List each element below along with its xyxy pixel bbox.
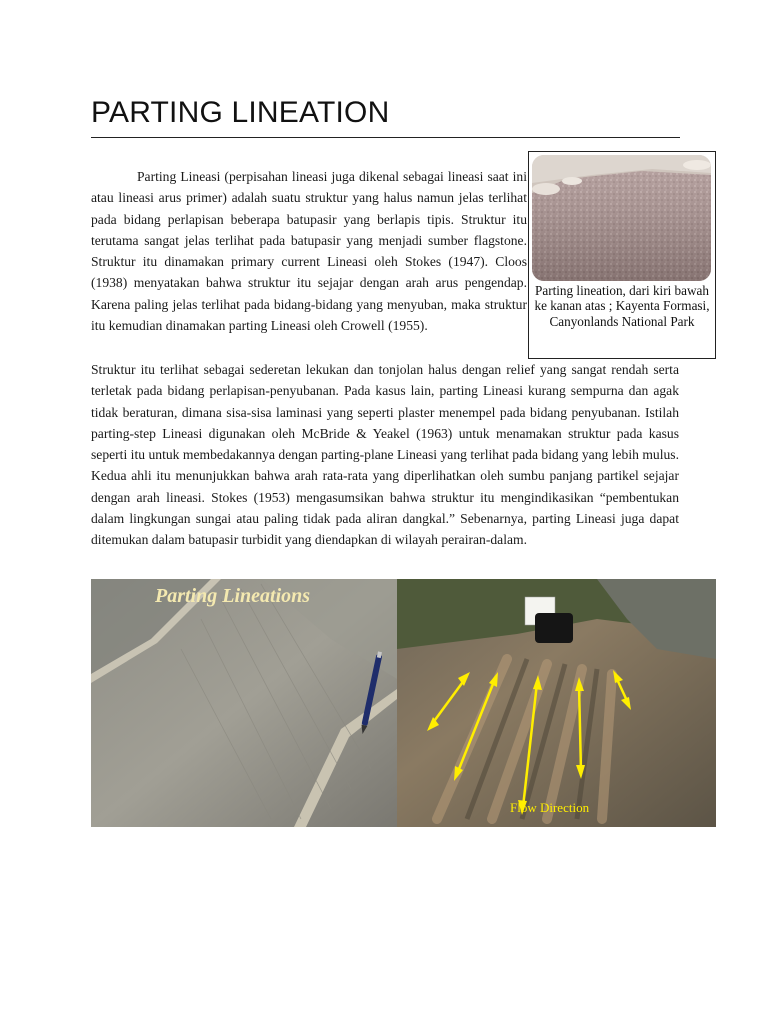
page-title: PARTING LINEATION xyxy=(91,96,390,129)
intro-paragraph xyxy=(91,166,527,336)
parting-lineations-photo xyxy=(91,579,397,827)
title-underline xyxy=(91,137,680,138)
flow-direction-photo xyxy=(397,579,716,827)
flagstone-photo xyxy=(532,155,711,281)
intro-paragraph-text: Parting Lineasi (perpisahan lineasi juga dikenal sebagai lineasi saat ini atau lineasi arus primer) adalah suatu struktur yang halus namun jelas terlihat pada bidang perlapisan beberapa batupasir yang berlapis tipis. Struktur itu terutama sangat jelas terlihat pada batupasir yang menjadi sumber flagstone. Struktur itu dinamakan primary current Lineasi oleh Stokes (1947). Cloos (1938) menyatakan bahwa struktur itu sejajar dengan arah arus pengendap. Karena paling jelas terlihat pada bidang-bidang yang menyuban, maka struktur itu kemudian dinamakan parting Lineasi oleh Crowell (1955). xyxy=(91,169,527,334)
figure-caption: Parting lineation, dari kiri bawah ke kanan atas ; Kayenta Formasi, Canyonlands National Park xyxy=(534,283,710,329)
figure-box xyxy=(528,151,716,359)
body-paragraph: Struktur itu terlihat sebagai sederetan lekukan dan tonjolan halus dengan relief yang sangat rendah serta terletak pada bidang perlapisan-penyubanan. Pada kasus lain, parting Lineasi kurang sempurna dan agak tidak beraturan, dimana sisa-sisa laminasi yang seperti plaster menempel pada bidang penyubanan. Istilah parting-step Lineasi digunakan oleh McBride & Yeakel (1963) untuk menamakan struktur pada kasus seperti itu untuk membedakannya dengan parting-plane Lineasi yang terlihat pada bidang yang lebih mulus. Kedua ahli itu menunjukkan bahwa arah rata-rata yang diperlihatkan oleh sumbu panjang partikel sejajar dengan arah lineasi. Stokes (1953) mengasumsikan bahwa struktur itu mengindikasikan “pembentukan dalam lingkungan sungai atau paling tidak pada aliran dangkal.” Sebenarnya, parting Lineasi juga dapat ditemukan dalam batupasir turbidit yang diendapkan di wilayah perairan-dalam. xyxy=(91,362,679,548)
photo-title-label: Parting Lineations xyxy=(155,585,311,607)
flow-direction-label: Flow Direction xyxy=(510,800,590,815)
